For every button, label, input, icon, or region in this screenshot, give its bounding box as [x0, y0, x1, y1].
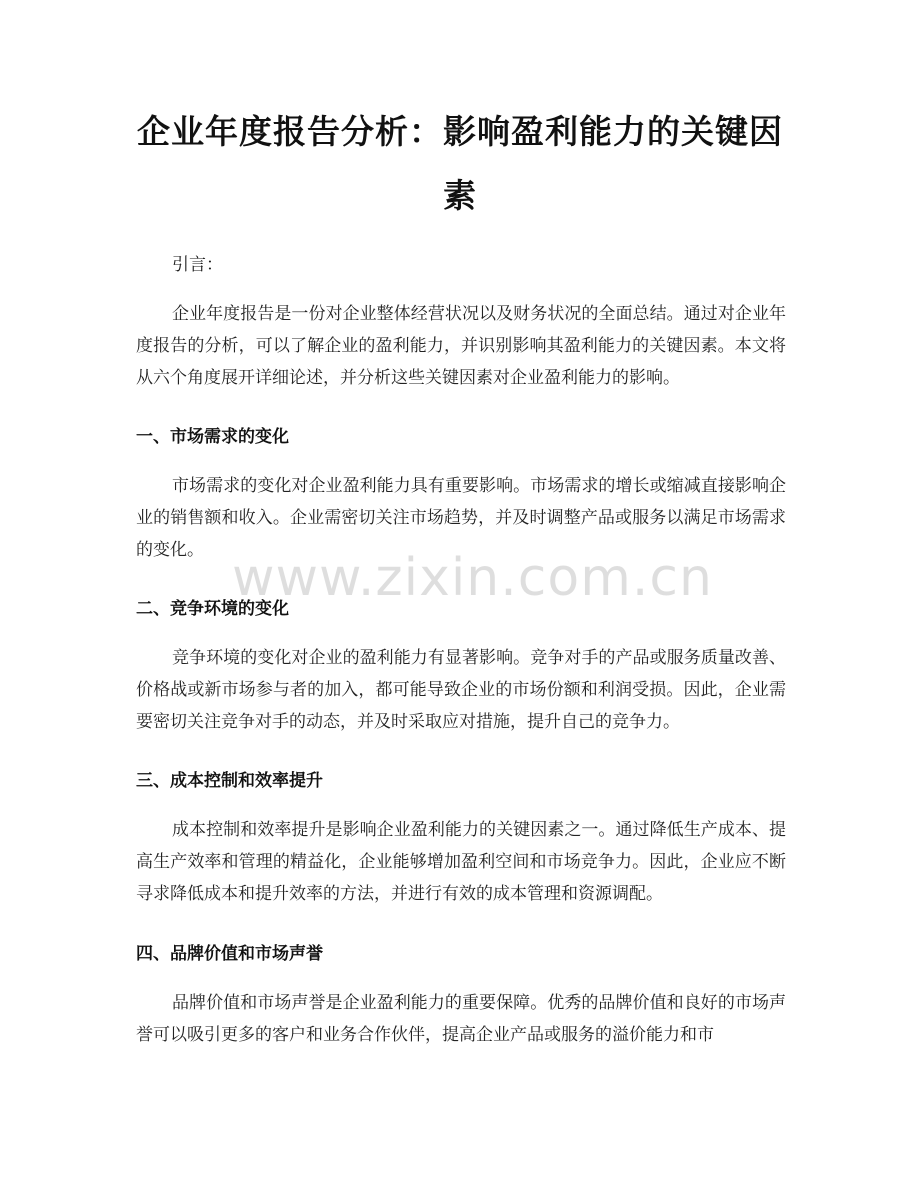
- section-heading-market-demand: 一、市场需求的变化: [136, 427, 289, 447]
- section-text-cost-control: 成本控制和效率提升是影响企业盈利能力的关键因素之一。通过降低生产成本、提高生产效率和管理的精益化，企业能够增加盈利空间和市场竞争力。因此，企业应不断寻求降低成本和提升效率的方法，并进行有效的成本管理和资源调配。: [136, 820, 786, 904]
- watermark: www.zixin.com.cn: [232, 548, 713, 608]
- section-text-market-demand: 市场需求的变化对企业盈利能力具有重要影响。市场需求的增长或缩减直接影响企业的销售额和收入。企业需密切关注市场趋势，并及时调整产品或服务以满足市场需求的变化。: [136, 476, 786, 560]
- section-text-brand-value: 品牌价值和市场声誉是企业盈利能力的重要保障。优秀的品牌价值和良好的市场声誉可以吸引更多的客户和业务合作伙伴，提高企业产品或服务的溢价能力和市: [136, 993, 786, 1045]
- intro-label: 引言：: [172, 255, 223, 275]
- section-heading-brand-value: 四、品牌价值和市场声誉: [136, 944, 323, 964]
- section-heading-cost-control: 三、成本控制和效率提升: [136, 771, 323, 791]
- document-title: 企业年度报告分析：影响盈利能力的关键因素: [137, 112, 783, 215]
- intro-paragraph: 企业年度报告是一份对企业整体经营状况以及财务状况的全面总结。通过对企业年度报告的分析，可以了解企业的盈利能力，并识别影响其盈利能力的关键因素。本文将从六个角度展开详细论述，并分析这些关键因素对企业盈利能力的影响。: [136, 304, 786, 388]
- section-heading-competition: 二、竞争环境的变化: [136, 599, 289, 619]
- section-text-competition: 竞争环境的变化对企业的盈利能力有显著影响。竞争对手的产品或服务质量改善、价格战或新市场参与者的加入，都可能导致企业的市场份额和利润受损。因此，企业需要密切关注竞争对手的动态，并及时采取应对措施，提升自己的竞争力。: [136, 648, 786, 732]
